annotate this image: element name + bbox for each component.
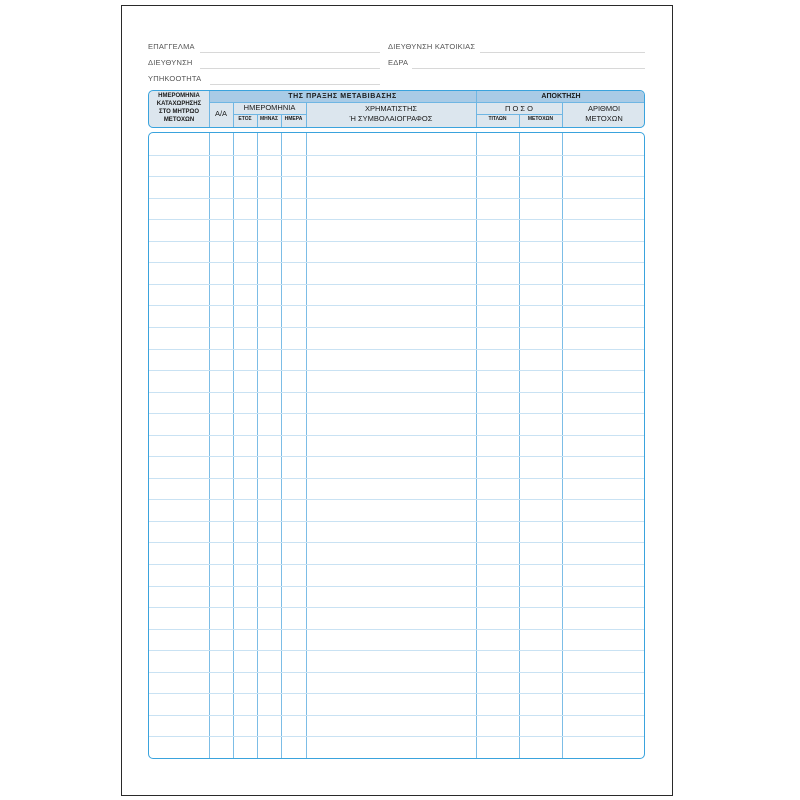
amount-header: Π Ο Σ Ο bbox=[505, 104, 533, 113]
ledger-row-line bbox=[149, 542, 644, 543]
column-divider bbox=[209, 133, 210, 758]
transfer-act-title: ΤΗΣ ΠΡΑΞΗΣ ΜΕΤΑΒΙΒΑΣΗΣ bbox=[288, 93, 397, 100]
column-divider bbox=[476, 133, 477, 758]
broker-header: ΧΡΗΜΑΤΙΣΤΗΣ bbox=[364, 104, 418, 113]
header-divider bbox=[519, 114, 520, 128]
registration-date-line-1: ΗΜΕΡΟΜΗΝΙΑ bbox=[158, 93, 200, 99]
ledger-row-line bbox=[149, 586, 644, 587]
year-header: ΕΤΟΣ bbox=[238, 116, 252, 122]
ledger-row-line bbox=[149, 413, 644, 414]
header-divider bbox=[233, 114, 306, 115]
ledger-row-line bbox=[149, 499, 644, 500]
ledger-row-line bbox=[149, 650, 644, 651]
ledger-row-line bbox=[149, 370, 644, 371]
notary-header: Ή ΣΥΜΒΟΛΑΙΟΓΡΑΦΟΣ bbox=[349, 114, 433, 123]
header-divider bbox=[209, 91, 210, 128]
share-numbers-line-1: ΑΡΙΘΜΟΙ bbox=[587, 104, 621, 113]
nationality-label: ΥΠΗΚΟΟΤΗΤΑ bbox=[148, 74, 202, 83]
titles-header: ΤΙΤΛΩΝ bbox=[488, 116, 507, 122]
ledger-row-line bbox=[149, 736, 644, 737]
seat-label: ΕΔΡΑ bbox=[388, 58, 409, 67]
shares-header: ΜΕΤΟΧΩΝ bbox=[527, 116, 554, 122]
ledger-row-line bbox=[149, 607, 644, 608]
ledger-row-line bbox=[149, 456, 644, 457]
month-header: ΜΗΝΑΣ bbox=[260, 116, 278, 122]
column-divider bbox=[562, 133, 563, 758]
ledger-row-line bbox=[149, 284, 644, 285]
ledger-row-line bbox=[149, 521, 644, 522]
seat-line[interactable] bbox=[412, 68, 645, 69]
acquisition-title: ΑΠΟΚΤΗΣΗ bbox=[541, 93, 581, 100]
ledger-body bbox=[148, 132, 645, 759]
profession-line[interactable] bbox=[200, 52, 380, 53]
header-divider bbox=[257, 114, 258, 128]
header-divider bbox=[209, 102, 645, 103]
ledger-row-line bbox=[149, 305, 644, 306]
nationality-line[interactable] bbox=[210, 84, 380, 85]
table-header bbox=[148, 90, 645, 128]
column-divider bbox=[233, 133, 234, 758]
column-divider bbox=[306, 133, 307, 758]
header-divider bbox=[562, 102, 563, 128]
ledger-row-line bbox=[149, 262, 644, 263]
residence-address-label: ΔΙΕΥΘΥΝΣΗ ΚΑΤΟΙΚΙΑΣ bbox=[388, 42, 476, 51]
registration-date-line-2: ΚΑΤΑΧΩΡΗΣΗΣ bbox=[156, 101, 202, 107]
header-divider bbox=[476, 114, 562, 115]
ledger-row-line bbox=[149, 715, 644, 716]
ledger-row-line bbox=[149, 241, 644, 242]
ledger-row-line bbox=[149, 392, 644, 393]
ledger-row-line bbox=[149, 693, 644, 694]
ledger-row-line bbox=[149, 435, 644, 436]
ledger-row-line bbox=[149, 629, 644, 630]
address-label: ΔΙΕΥΘΥΝΣΗ bbox=[148, 58, 193, 67]
registration-date-line-4: ΜΕΤΟΧΩΝ bbox=[163, 117, 195, 123]
profession-label: ΕΠΑΓΓΕΛΜΑ bbox=[148, 42, 195, 51]
ledger-row-line bbox=[149, 176, 644, 177]
ledger-row-line bbox=[149, 349, 644, 350]
header-divider bbox=[281, 114, 282, 128]
residence-address-line[interactable] bbox=[480, 52, 645, 53]
header-divider bbox=[476, 91, 477, 128]
ledger-row-line bbox=[149, 198, 644, 199]
date-header: ΗΜΕΡΟΜΗΝΙΑ bbox=[243, 103, 296, 112]
address-line[interactable] bbox=[200, 68, 380, 69]
ledger-row-line bbox=[149, 478, 644, 479]
column-divider bbox=[519, 133, 520, 758]
column-divider bbox=[257, 133, 258, 758]
registration-date-line-3: ΣΤΟ ΜΗΤΡΩΟ bbox=[159, 109, 199, 115]
ledger-row-line bbox=[149, 327, 644, 328]
column-divider bbox=[281, 133, 282, 758]
header-divider bbox=[306, 102, 307, 128]
ledger-row-line bbox=[149, 155, 644, 156]
ledger-row-line bbox=[149, 564, 644, 565]
share-numbers-line-2: ΜΕΤΟΧΩΝ bbox=[585, 114, 623, 123]
day-header: ΗΜΕΡΑ bbox=[284, 116, 303, 122]
ledger-row-line bbox=[149, 219, 644, 220]
header-divider bbox=[233, 102, 234, 128]
ledger-row-line bbox=[149, 672, 644, 673]
serial-no-header: Α/Α bbox=[214, 109, 228, 118]
